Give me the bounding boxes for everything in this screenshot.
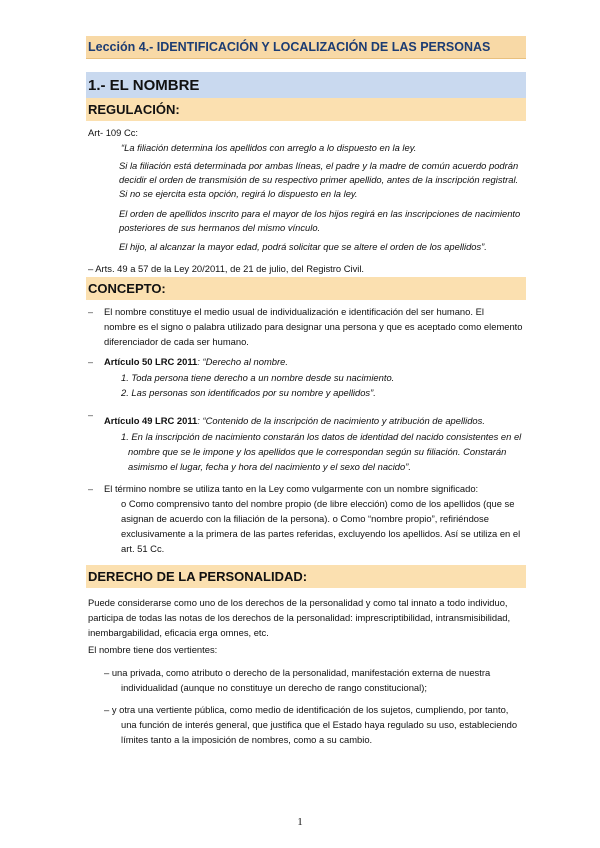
quote-line: “La filiación determina los apellidos con arreglo a lo dispuesto en la ley. <box>121 142 417 153</box>
derecho-p2: El nombre tiene dos vertientes: <box>88 644 218 655</box>
art49-line <box>104 414 485 428</box>
derecho-heading: DERECHO DE LA PERSONALIDAD: <box>86 565 526 588</box>
art49-item-line: 1. En la inscripción de nacimiento constarán los datos de identidad del nacido consistentes en el <box>121 431 522 442</box>
derecho-b2-line: una función de interés general, que justifica que el Estado haya regulado su uso, estableciendo <box>121 719 518 730</box>
concepto-p1-line: diferenciador de cada ser humano. <box>104 336 249 347</box>
concepto-p4-sub: o Como comprensivo tanto del nombre propio (de libre elección) como de los apellidos (que se <box>121 498 515 509</box>
concepto-p1-line: El nombre constituye el medio usual de individualización e identificación del ser humano. El <box>104 306 484 317</box>
derecho-b2-line: límites tanto a la imposición de nombres, como a su cambio. <box>121 734 373 745</box>
art49-title: : “Contenido de la inscripción de nacimiento y atribución de apellidos. <box>197 415 485 426</box>
quote-line: El hijo, al alcanzar la mayor edad, podrá solicitar que se altere el orden de los apellidos”. <box>119 241 487 252</box>
quote-line: El orden de apellidos inscrito para el mayor de los hijos regirá en las inscripciones de nacimiento <box>119 208 521 219</box>
section-title: 1.- EL NOMBRE <box>86 72 526 100</box>
quote-line: Si la filiación está determinada por ambas líneas, el padre y la madre de común acuerdo podrán <box>119 160 519 171</box>
concepto-p4-sub: asignan de acuerdo con la filiación de la persona). o Como “nombre propio”, refiriéndose <box>121 513 489 524</box>
concepto-p1-line: nombre es el signo o palabra utilizado para designar una persona y que es aceptado como elemento <box>104 321 523 332</box>
derecho-p1-line: Puede considerarse como uno de los derechos de la personalidad y como tal innato a todo individuo, <box>88 597 508 608</box>
art50-item: 2. Las personas son identificados por su nombre y apellidos”. <box>121 387 376 398</box>
bullet-dash: – <box>88 410 94 420</box>
bullet-dash: – <box>88 357 94 367</box>
quote-line: posteriores de sus hermanos del mismo vínculo. <box>119 222 321 233</box>
art49-item-line: asimismo el lugar, fecha y hora del nacimiento y el sexo del nacido”. <box>128 461 411 472</box>
bullet-dash: – <box>88 307 94 317</box>
derecho-p1-line: inembargabilidad, eficacia erga omnes, etc. <box>88 627 269 638</box>
quote-line: Si no se ejercita esta opción, regirá lo dispuesto en la ley. <box>119 188 358 199</box>
derecho-b1-line: individualidad (aunque no constituye un derecho de rango constitucional); <box>121 682 427 693</box>
derecho-b1-line: – una privada, como atributo o derecho de la personalidad, manifestación externa de nuestra <box>104 667 491 678</box>
concepto-p4-sub: exclusivamente a la primera de las partes referidas, excluyendo los apellidos. Así se utiliza en el <box>121 528 521 539</box>
regulacion-heading: REGULACIÓN: <box>86 98 526 121</box>
art50-title: : “Derecho al nombre. <box>197 356 288 367</box>
art49-item-line: nombre que se le impone y los apellidos que le correspondan según su filiación. Constarán <box>128 446 507 457</box>
concepto-p4: El término nombre se utiliza tanto en la Ley como vulgarmente con un nombre significado: <box>104 483 479 494</box>
quote-line: decidir el orden de transmisión de su respectivo primer apellido, antes de la inscripción registral. <box>119 174 519 185</box>
bullet-dash: – <box>88 484 94 494</box>
derecho-b2-line: – y otra una vertiente pública, como medio de identificación de los sujetos, cumpliendo, por tanto, <box>104 704 509 715</box>
art50-label: Artículo 50 LRC 2011 <box>104 356 198 367</box>
art-ref: Art- 109 Cc: <box>88 127 139 138</box>
arts-line: – Arts. 49 a 57 de la Ley 20/2011, de 21 de julio, del Registro Civil. <box>88 263 365 274</box>
art50-line <box>104 355 288 369</box>
art49-label: Artículo 49 LRC 2011 <box>104 415 198 426</box>
art50-item: 1. Toda persona tiene derecho a un nombre desde su nacimiento. <box>121 372 395 383</box>
page-number: 1 <box>297 816 303 828</box>
concepto-p4-sub: art. 51 Cc. <box>121 543 165 554</box>
concepto-heading: CONCEPTO: <box>86 277 526 300</box>
lesson-title: Lección 4.- IDENTIFICACIÓN Y LOCALIZACIÓN DE LAS PERSONAS <box>86 36 526 59</box>
derecho-p1-line: participa de todas las notas de los derechos de la personalidad: imprescriptibilidad, intransmisibilidad, <box>88 612 511 623</box>
